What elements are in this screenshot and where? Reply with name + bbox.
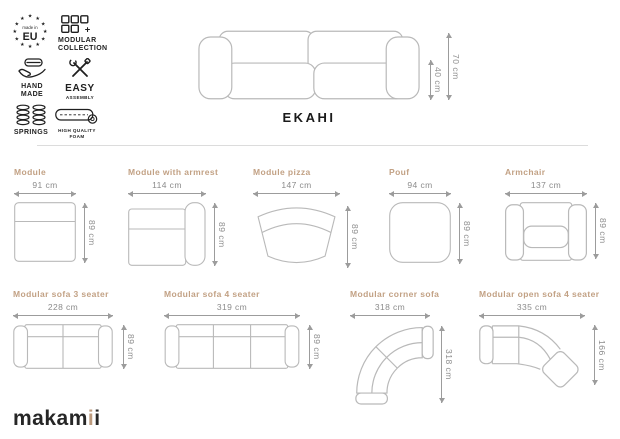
- figure-module: [14, 167, 97, 262]
- figure-title: Module with armrest: [128, 167, 219, 177]
- height-dim: [309, 325, 322, 369]
- product-name: EKAHI: [282, 110, 336, 125]
- height-dim: [123, 325, 136, 369]
- width-arrow: [13, 315, 113, 316]
- badge-modular-collection: [58, 15, 108, 54]
- badge-label: EASY: [65, 83, 95, 94]
- height-dim: [214, 203, 227, 266]
- figure-title: Modular sofa 4 seater: [164, 289, 260, 299]
- open-sofa-drawing: [479, 324, 585, 392]
- width-label: 318 cm: [374, 302, 406, 312]
- svg-text:★: ★: [20, 42, 25, 49]
- svg-text:★: ★: [12, 29, 18, 36]
- foam-icon: [55, 108, 99, 125]
- tools-icon: [68, 58, 92, 80]
- figure-title: Module pizza: [253, 167, 311, 177]
- width-label: 114 cm: [152, 180, 182, 190]
- height-arrow: [309, 325, 310, 369]
- height-arrow: [347, 206, 348, 268]
- height-label: 318 cm: [444, 349, 454, 380]
- eu-stars-icon: [12, 13, 48, 49]
- sofa-4-seater-drawing: [164, 324, 300, 369]
- svg-text:★: ★: [14, 36, 20, 43]
- figure-title: Module: [14, 167, 47, 177]
- module-drawing: [14, 202, 76, 262]
- height-arrow: [441, 326, 442, 403]
- height-arrow: [459, 203, 460, 264]
- hero-sofa-drawing: [198, 30, 420, 100]
- height-label: 89 cm: [598, 218, 608, 244]
- width-arrow: [479, 315, 585, 316]
- width-arrow: [350, 315, 430, 316]
- logo-text: makam: [13, 407, 88, 430]
- badge-hand-made: [12, 58, 52, 100]
- figure-corner-sofa: [350, 289, 454, 405]
- height-dim: [84, 203, 97, 263]
- svg-text:★: ★: [14, 21, 20, 28]
- width-label: 94 cm: [407, 180, 433, 190]
- svg-text:★: ★: [42, 29, 48, 36]
- width-arrow: [389, 193, 451, 194]
- figure-sofa-4-seater: [164, 289, 322, 369]
- figure-title: Modular open sofa 4 seater: [479, 289, 600, 299]
- seat-height-arrow: [430, 60, 431, 100]
- svg-text:made in: made in: [22, 24, 38, 30]
- badge-label: SPRINGS: [13, 129, 49, 136]
- width-arrow: [164, 315, 300, 316]
- figure-armchair: [505, 167, 608, 261]
- badge-label: HAND MADE: [20, 83, 44, 99]
- figure-sofa-3-seater: [13, 289, 136, 369]
- armchair-drawing: [505, 202, 587, 261]
- width-arrow: [14, 193, 76, 194]
- logo-accent-letter: i: [87, 407, 95, 430]
- sofa-3-seater-drawing: [13, 324, 113, 369]
- height-label: 89 cm: [462, 220, 472, 247]
- badge-label: MODULAR COLLECTION: [58, 37, 108, 53]
- figure-module-pizza: [253, 167, 360, 267]
- modular-grid-icon: [61, 15, 93, 34]
- svg-text:★: ★: [40, 36, 46, 43]
- height-dim: [595, 203, 608, 259]
- badge-springs: [10, 104, 52, 137]
- badge-label: HIGH QUALITY FOAM: [58, 128, 96, 139]
- width-label: 147 cm: [281, 180, 312, 190]
- pouf-drawing: [389, 202, 451, 263]
- height-label: 89 cm: [126, 334, 136, 360]
- figure-title: Modular sofa 3 seater: [13, 289, 109, 299]
- corner-sofa-drawing: [350, 324, 434, 405]
- height-dim: [347, 206, 360, 268]
- module-armrest-drawing: [128, 202, 206, 266]
- height-dim: [441, 326, 454, 403]
- springs-icon: [14, 104, 48, 126]
- width-arrow: [505, 193, 587, 194]
- section-divider: [37, 145, 588, 146]
- height-dim: [459, 203, 472, 264]
- height-dim: [594, 325, 607, 385]
- badge-sublabel: ASSEMBLY: [65, 95, 95, 100]
- badge-made-in-eu: [12, 13, 48, 54]
- figure-open-sofa-4-seater: [479, 289, 607, 392]
- width-label: 137 cm: [530, 180, 562, 190]
- badge-high-quality-foam: [55, 108, 99, 139]
- height-label: 89 cm: [217, 221, 227, 248]
- figure-title: Armchair: [505, 167, 546, 177]
- svg-text:EU: EU: [22, 31, 38, 43]
- height-label: 166 cm: [597, 339, 607, 371]
- width-arrow: [253, 193, 340, 194]
- total-height-label: 70 cm: [451, 53, 461, 80]
- svg-text:★: ★: [27, 44, 33, 49]
- width-label: 335 cm: [516, 302, 548, 312]
- svg-text:+: +: [84, 24, 91, 34]
- height-arrow: [84, 203, 85, 263]
- svg-text:★: ★: [27, 13, 33, 20]
- svg-text:★: ★: [35, 42, 40, 49]
- badge-easy-assembly: [62, 58, 98, 101]
- seat-height-label: 40 cm: [433, 67, 443, 93]
- height-label: 89 cm: [312, 334, 322, 360]
- height-label: 89 cm: [87, 220, 97, 246]
- height-label: 89 cm: [350, 224, 360, 250]
- width-label: 91 cm: [32, 180, 58, 190]
- svg-text:★: ★: [20, 15, 25, 22]
- height-arrow: [123, 325, 124, 369]
- figure-pouf: [389, 167, 472, 263]
- height-arrow: [594, 325, 595, 385]
- width-arrow: [128, 193, 206, 194]
- total-height-arrow: [448, 33, 449, 100]
- figure-title: Modular corner sofa: [350, 289, 440, 299]
- module-pizza-drawing: [253, 202, 340, 267]
- svg-text:★: ★: [35, 15, 40, 22]
- svg-text:★: ★: [40, 21, 46, 28]
- figure-title: Pouf: [389, 167, 410, 177]
- height-arrow: [595, 203, 596, 259]
- brand-logo: [13, 407, 101, 431]
- hero-total-height-dim: [448, 33, 461, 100]
- hero-seat-height-dim: [430, 60, 443, 100]
- logo-end-letter: i: [94, 407, 101, 430]
- height-arrow: [214, 203, 215, 266]
- width-label: 319 cm: [216, 302, 248, 312]
- figure-module-armrest: [128, 167, 227, 266]
- hand-made-icon: [16, 58, 48, 80]
- width-label: 228 cm: [47, 302, 79, 312]
